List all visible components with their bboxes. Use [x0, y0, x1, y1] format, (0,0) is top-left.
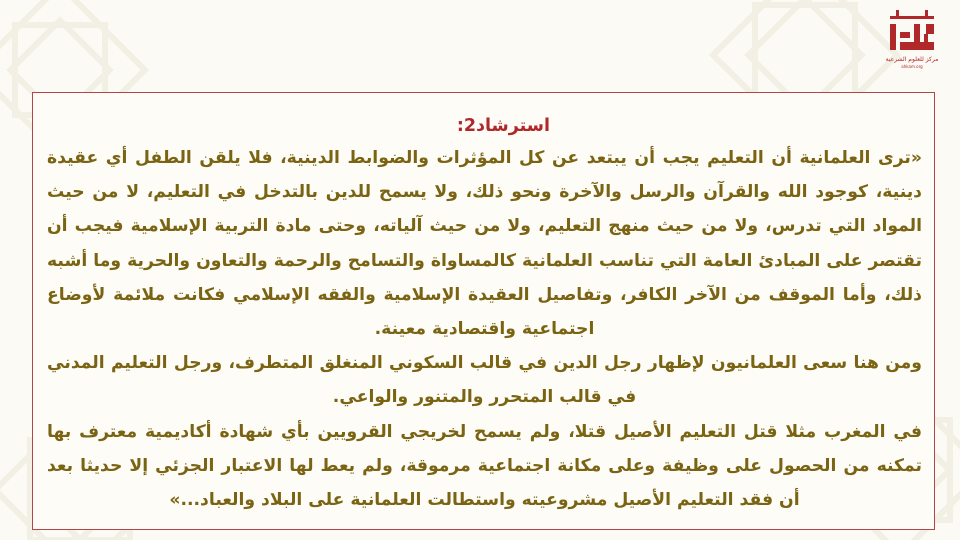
quote-frame: [32, 92, 935, 530]
paragraph-2: ومن هنا سعى العلمانيون لإظهار رجل الدين في قالب السكوني المنغلق المتطرف، ورجل التعليم المدني في قالب المتحرر والمتنور والواعي.: [47, 353, 922, 408]
paragraph-1: «ترى العلمانية أن التعليم يجب أن يبتعد عن كل المؤثرات والضوابط الدينية، فلا يلقن الطفل أي عقيدة دينية، كوجود الله والقرآن والرسل والآخرة ونحو ذلك، ولا يسمح للدين بالتدخل في التعليم، لا من حيث المواد التي تدرس، ولا من حيث منهج التعليم، ولا من حيث آلياته، وحتى مادة التربية الإسلامية فيجب أن تقتصر على المبادئ العامة التي تناسب العلمانية كالمساواة والتسامح والرحمة والتعاون والحرية وما أشبه ذلك، وأما الموقف من الآخر الكافر، وتفاصيل العقيدة الإسلامية والفقه الإسلامي فكانت ملائمة لأوضاع اجتماعية واقتصادية معينة.: [47, 148, 922, 340]
quote-text-area: [47, 111, 922, 517]
logo-subtitle: مركز للعلوم الشرعية: [885, 56, 939, 63]
paragraph-3: في المغرب مثلا قتل التعليم الأصيل قتلا، ولم يسمح لخريجي القرويين بأي شهادة أكاديمية معترف بها تمكنه من الحصول على وظيفة وعلى مكانة اجتماعية مرموقة، ولم يعط لها الاعتبار الجزئي إلا حديثا بعد أن فقد التعليم الأصيل مشروعيته واستطالت العلمانية على البلاد والعباد...»: [47, 421, 922, 511]
center-logo: [882, 10, 942, 76]
logo-website: ahkam.org: [901, 64, 923, 69]
logo-mark: [886, 10, 938, 54]
section-heading: استرشاد2:: [456, 116, 550, 136]
